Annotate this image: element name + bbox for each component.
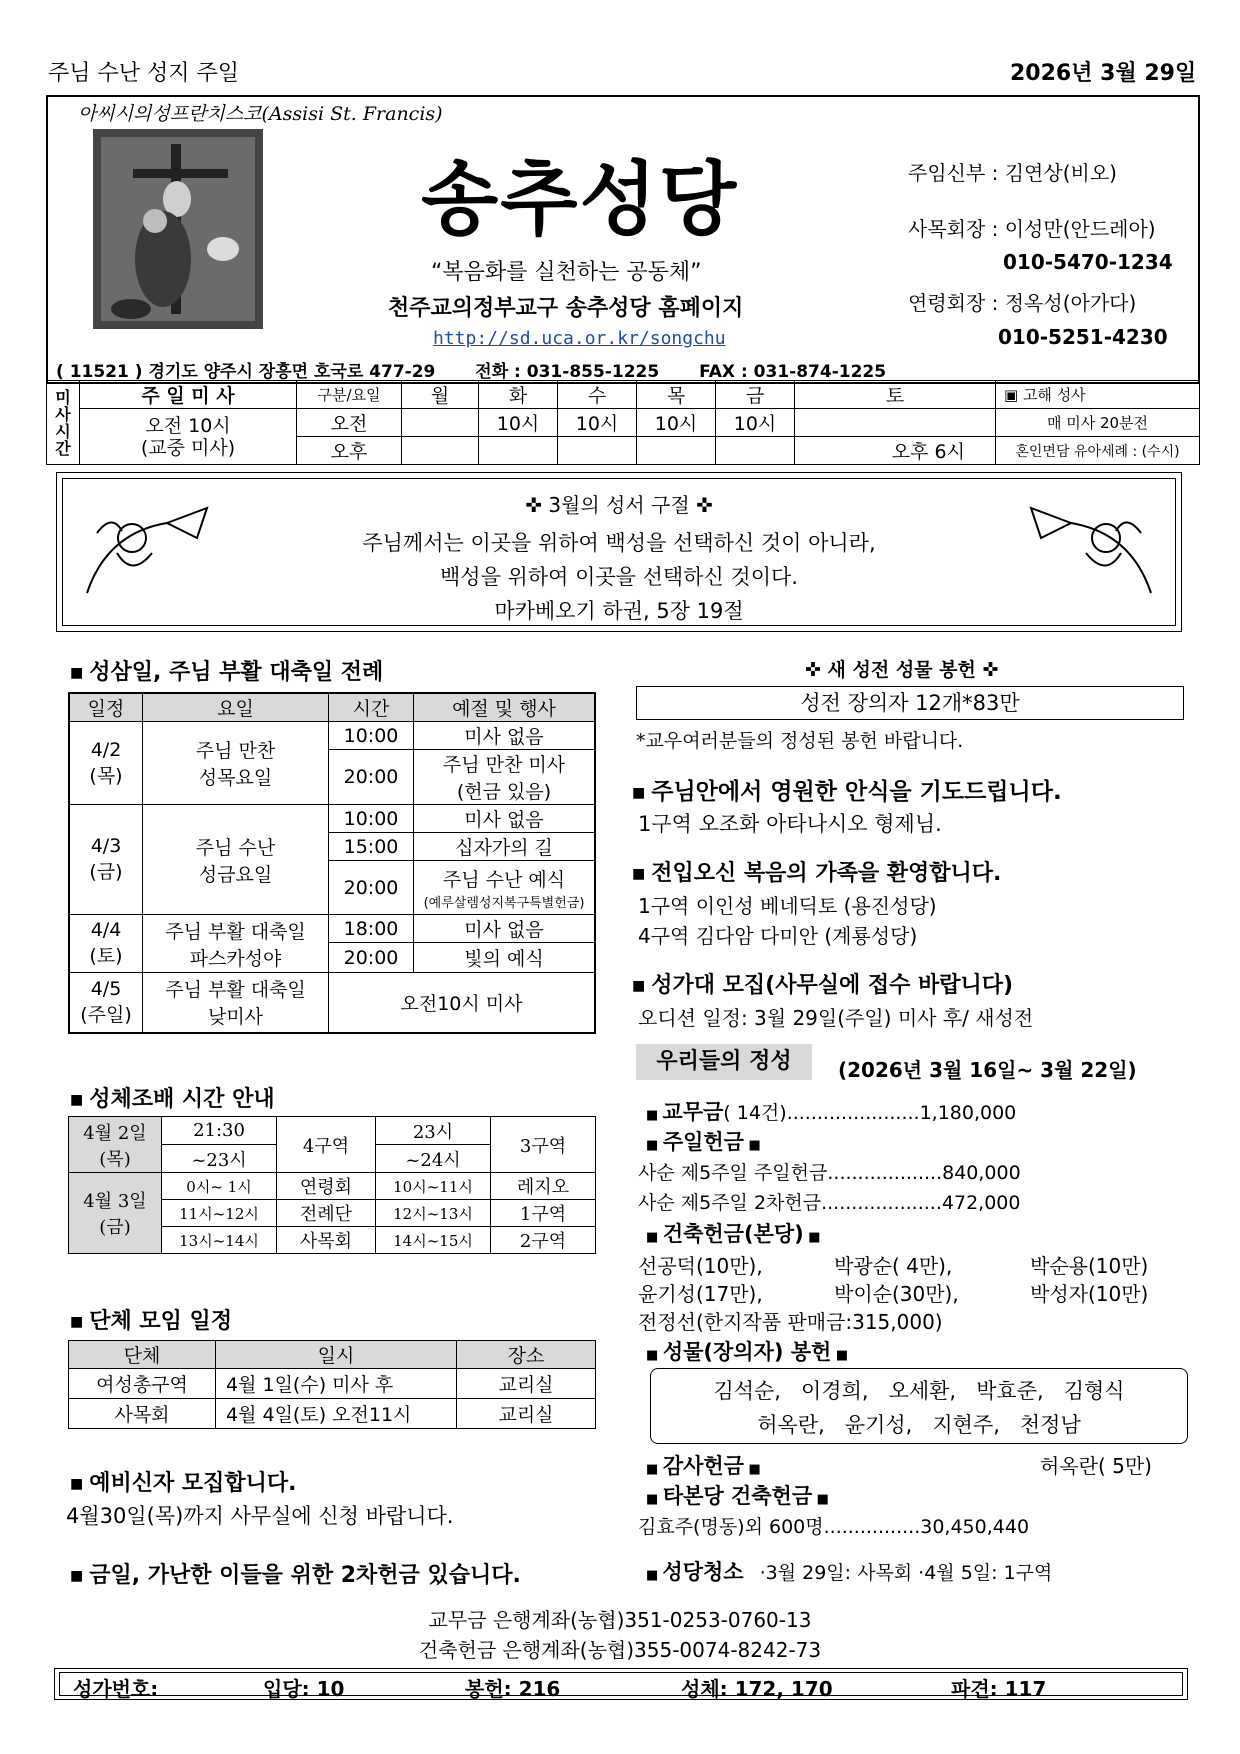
bank-building: 건축헌금 은행계좌(농협)355-0074-8242-73 bbox=[418, 1638, 822, 1662]
building-row2: 윤기성(17만), 박이순(30만), 박성자(10만) bbox=[638, 1282, 1149, 1306]
fax-text: FAX : 031-874-1225 bbox=[699, 362, 887, 382]
am-sat bbox=[795, 409, 996, 437]
pm-thu bbox=[637, 437, 716, 465]
phone-text: 전화 : 031-855-1225 bbox=[475, 362, 660, 382]
saint-francis-image bbox=[93, 129, 263, 329]
verse-title: ✜ 3월의 성서 구절 ✜ bbox=[525, 493, 713, 517]
bulletin-date: 2026년 3월 29일 bbox=[1010, 61, 1197, 86]
items-title: ■ 성물(장의자) 봉헌 ■ bbox=[646, 1340, 849, 1364]
hymn-offertory: 봉헌: 216 bbox=[465, 1677, 561, 1701]
thanks-value: 허옥란( 5만) bbox=[1040, 1454, 1152, 1478]
triduum-title: ■ 성삼일, 주님 부활 대축일 전례 bbox=[70, 660, 384, 685]
dues-line: ■ 교무금( 14건)......................1,180,000 bbox=[646, 1100, 1017, 1124]
am-label: 오전 bbox=[297, 409, 402, 437]
pm-label: 오후 bbox=[297, 437, 402, 465]
sunday-mass-label: 주 일 미 사 bbox=[80, 381, 297, 409]
choir-title: ■ 성가대 모집(사무실에 접수 바랍니다) bbox=[632, 973, 1014, 998]
verse-line1: 주님께서는 이곳을 위하여 백성을 선택하신 것이 아니라, bbox=[362, 531, 876, 555]
day-mon: 월 bbox=[402, 381, 479, 409]
hymn-communion: 성체: 172, 170 bbox=[681, 1677, 833, 1701]
repose-title: ■ 주님안에서 영원한 안식을 기도드립니다. bbox=[632, 779, 1062, 805]
adoration-title: ■ 성체조배 시간 안내 bbox=[70, 1087, 275, 1112]
groups-title: ■ 단체 모임 일정 bbox=[70, 1309, 233, 1334]
header-box bbox=[46, 95, 1200, 384]
saint-caption: 아씨시의성프란치스코(Assisi St. Francis) bbox=[78, 103, 443, 125]
pm-fri bbox=[716, 437, 795, 465]
other-building-title: ■ 타본당 건축헌금 ■ bbox=[646, 1484, 829, 1508]
catechumen-title: ■ 예비신자 모집합니다. bbox=[70, 1471, 297, 1496]
pm-tue bbox=[479, 437, 558, 465]
pm-mon bbox=[402, 437, 479, 465]
am-wed: 10시 bbox=[558, 409, 637, 437]
verse-box bbox=[56, 472, 1182, 632]
homepage-link[interactable]: http://sd.uca.or.kr/songchu bbox=[433, 328, 726, 349]
counsel-note: 혼인면담 유아세례 : (수시) bbox=[996, 437, 1200, 465]
day-tue: 화 bbox=[479, 381, 558, 409]
welcome-line1: 1구역 이인성 베네딕토 (용진성당) bbox=[638, 894, 937, 918]
elder-phone: 010-5251-4230 bbox=[998, 325, 1168, 349]
hymn-sending: 파견: 117 bbox=[951, 1677, 1047, 1701]
d2-name: 주님 수난 성금요일 bbox=[143, 805, 329, 915]
council-phone: 010-5470-1234 bbox=[1003, 250, 1173, 274]
sunday-offering-line1: 사순 제5주일 주일헌금...................840,000 bbox=[638, 1162, 1021, 1184]
liturgical-day: 주님 수난 성지 주일 bbox=[48, 61, 239, 86]
thanks-title: ■ 감사헌금 ■ bbox=[646, 1454, 761, 1478]
d2-date: 4/3 (금) bbox=[69, 805, 143, 915]
donation-note: *교우여러분들의 정성된 봉헌 바랍니다. bbox=[636, 730, 964, 752]
offering-period: (2026년 3월 16일~ 3월 22일) bbox=[838, 1058, 1137, 1082]
church-name: 송추성당 bbox=[421, 153, 739, 246]
d1-date: 4/2 (목) bbox=[69, 722, 143, 805]
building-row1: 선공덕(10만), 박광순( 4만), 박순용(10만) bbox=[638, 1254, 1149, 1278]
div-label: 구분/요일 bbox=[297, 381, 402, 409]
diocese-line: 천주교의정부교구 송추성당 홈페이지 bbox=[388, 296, 744, 321]
day-thu: 목 bbox=[637, 381, 716, 409]
d3-date: 4/4 (토) bbox=[69, 915, 143, 973]
am-mon bbox=[402, 409, 479, 437]
building-title: ■ 건축헌금(본당) ■ bbox=[646, 1222, 821, 1246]
am-tue: 10시 bbox=[479, 409, 558, 437]
offering-label: 우리들의 정성 bbox=[636, 1044, 812, 1080]
elder-president: 연령회장 : 정옥성(아가다) bbox=[908, 291, 1137, 315]
d4-date: 4/5 (주일) bbox=[69, 973, 143, 1033]
sunday-offering-title: ■ 주일헌금 ■ bbox=[646, 1130, 761, 1154]
sunday-mass-time: 오전 10시 (교중 미사) bbox=[80, 409, 297, 465]
repose-text: 1구역 오조화 아타나시오 형제님. bbox=[638, 812, 942, 836]
am-thu: 10시 bbox=[637, 409, 716, 437]
day-sat: 토 bbox=[795, 381, 996, 409]
d4-name: 주님 부활 대축일 낮미사 bbox=[143, 973, 329, 1033]
confession-time: 매 미사 20분전 bbox=[996, 409, 1200, 437]
day-fri: 금 bbox=[716, 381, 795, 409]
second-collection: ■ 금일, 가난한 이들을 위한 2차헌금 있습니다. bbox=[70, 1563, 521, 1588]
d1-name: 주님 만찬 성목요일 bbox=[143, 722, 329, 805]
chair-donation-box: 성전 장의자 12개*83만 bbox=[636, 686, 1184, 720]
mass-side-label: 미 사 시 간 bbox=[47, 381, 80, 465]
welcome-line2: 4구역 김다암 다미안 (계룡성당) bbox=[638, 924, 918, 948]
welcome-title: ■ 전입오신 복음의 가족을 환영합니다. bbox=[632, 861, 1002, 886]
new-church-donation-title: ✜ 새 성전 성물 봉헌 ✜ bbox=[805, 659, 999, 681]
council-president: 사목회장 : 이성만(안드레아) bbox=[908, 217, 1156, 241]
items-donors-box: 김석순, 이경희, 오세환, 박효준, 김형식 허옥란, 윤기성, 지현주, 천정남 bbox=[650, 1368, 1188, 1444]
triduum-table: 일정 요일 시간 예절 및 행사 4/2 (목) 주님 만찬 성목요일 10:00 미사 없음 20:00 주님 만찬 미사 (헌금 있음) 4/3 (금) 주님 수난 성금요일 10:00 미사 없음 15:00 십자가의 길 20:00 주님 수난 예식 (예루살렘성지복구특별헌금) 4/4 (토) 주님 부활 대축일 파스카성야 18:00 미사 없음 20:00 빛의 예식 4/5 (주일) 주님 부활 대축일 낮미사 오전10시 미사 bbox=[68, 692, 596, 1034]
bank-dues: 교무금 은행계좌(농협)351-0253-0760-13 bbox=[428, 1608, 812, 1632]
pastor: 주임신부 : 김연상(비오) bbox=[908, 161, 1117, 185]
hymn-entry: 입당: 10 bbox=[263, 1677, 345, 1701]
pm-sat: 오후 6시 bbox=[795, 437, 996, 465]
address-text: ( 11521 ) 경기도 양주시 장흥면 호국로 477-29 bbox=[56, 362, 436, 382]
building-extra: 전정선(한지작품 판매금:315,000) bbox=[638, 1310, 943, 1334]
cleaning-line: ■ 성당청소 ·3월 29일: 사목회 ·4월 5일: 1구역 bbox=[646, 1560, 1053, 1584]
address bbox=[56, 357, 886, 382]
am-fri: 10시 bbox=[716, 409, 795, 437]
confession-label: ▣ 고해 성사 bbox=[996, 381, 1200, 409]
groups-table: 단체 일시 장소 여성총구역 4월 1일(수) 미사 후 교리실 사목회 4월 4일(토) 오전11시 교리실 bbox=[68, 1340, 596, 1429]
verse-line2: 백성을 위하여 이곳을 선택하신 것이다. bbox=[440, 565, 798, 589]
hymn-box bbox=[54, 1668, 1188, 1700]
sunday-offering-line2: 사순 제5주일 2차헌금....................472,000 bbox=[638, 1192, 1021, 1214]
motto: “복음화를 실천하는 공동체” bbox=[431, 260, 702, 285]
catechumen-text: 4월30일(목)까지 사무실에 신청 바랍니다. bbox=[66, 1504, 454, 1528]
mass-schedule-table bbox=[46, 380, 1200, 465]
choir-text: 오디션 일정: 3월 29일(주일) 미사 후/ 새성전 bbox=[638, 1006, 1034, 1030]
pm-wed bbox=[558, 437, 637, 465]
verse-source: 마카베오기 하권, 5장 19절 bbox=[494, 599, 744, 623]
adoration-table: 4월 2일 (목) 21:30 4구역 23시 3구역 ~23시 ~24시 4월 3일 (금) 0시~ 1시 연령회 10시~11시 레지오 11시~12시 전례단 12시~13시 1구역 13시~14시 사목회 14시~15시 2구역 bbox=[68, 1116, 596, 1254]
hymn-label: 성가번호: bbox=[73, 1677, 159, 1701]
other-building-line: 김효주(명동)외 600명................30,450,440 bbox=[638, 1516, 1030, 1538]
day-wed: 수 bbox=[558, 381, 637, 409]
d3-name: 주님 부활 대축일 파스카성야 bbox=[143, 915, 329, 973]
